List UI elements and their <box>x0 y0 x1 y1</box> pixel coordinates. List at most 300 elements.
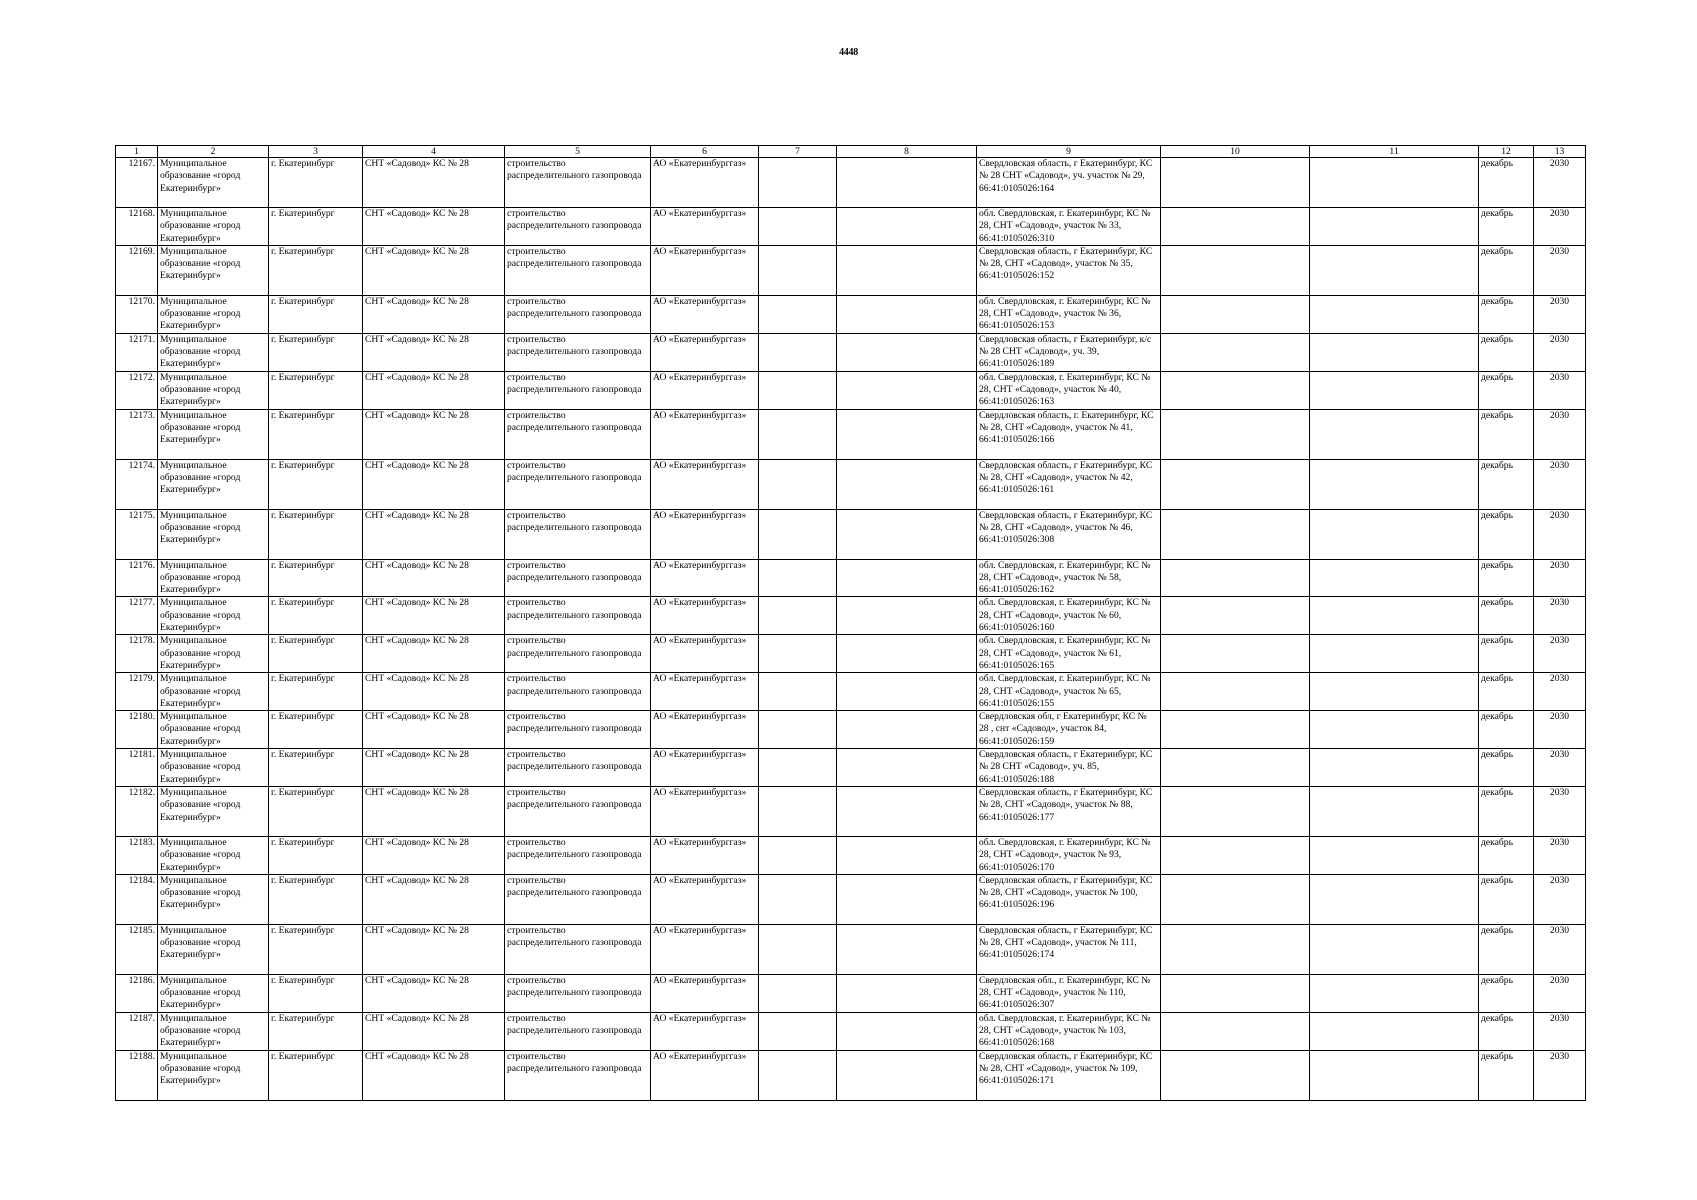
work-type-cell: строительство распределительного газопровода <box>505 459 651 509</box>
city-cell: г. Екатеринбург <box>269 295 363 333</box>
year-cell: 2030 <box>1534 924 1586 974</box>
year-cell: 2030 <box>1534 371 1586 409</box>
month-cell: декабрь <box>1479 333 1534 371</box>
address-cell: Свердловская обл., г. Екатеринбург, КС № 28, СНТ «Садовод», участок № 110, 66:41:0105026:307 <box>977 974 1161 1012</box>
work-type-cell: строительство распределительного газопровода <box>505 974 651 1012</box>
column-header: 1 <box>116 146 158 158</box>
work-type-cell: строительство распределительного газопровода <box>505 711 651 749</box>
row-number: 12178. <box>116 635 158 673</box>
table-row <box>116 371 1586 409</box>
row-number: 12175. <box>116 509 158 559</box>
empty-cell-8 <box>837 509 977 559</box>
empty-cell-7 <box>759 749 837 787</box>
empty-cell-11 <box>1310 874 1479 924</box>
table-body <box>116 158 1586 1101</box>
column-header: 3 <box>269 146 363 158</box>
address-cell: обл. Свердловская, г. Екатеринбург, КС № 28, СНТ «Садовод», участок № 58, 66:41:0105026:162 <box>977 559 1161 597</box>
year-cell: 2030 <box>1534 874 1586 924</box>
empty-cell-7 <box>759 245 837 295</box>
empty-cell-11 <box>1310 749 1479 787</box>
year-cell: 2030 <box>1534 711 1586 749</box>
year-cell: 2030 <box>1534 597 1586 635</box>
table-row <box>116 295 1586 333</box>
city-cell: г. Екатеринбург <box>269 559 363 597</box>
owner-cell: Муниципальное образование «город Екатеринбург» <box>158 295 269 333</box>
object-cell: СНТ «Садовод» КС № 28 <box>363 711 505 749</box>
work-type-cell: строительство распределительного газопровода <box>505 1050 651 1100</box>
month-cell: декабрь <box>1479 874 1534 924</box>
address-cell: обл. Свердловская, г. Екатеринбург, КС № 28, СНТ «Садовод», участок № 36, 66:41:0105026:153 <box>977 295 1161 333</box>
empty-cell-11 <box>1310 1050 1479 1100</box>
column-header: 4 <box>363 146 505 158</box>
work-type-cell: строительство распределительного газопровода <box>505 409 651 459</box>
empty-cell-11 <box>1310 1012 1479 1050</box>
empty-cell-10 <box>1161 509 1310 559</box>
year-cell: 2030 <box>1534 245 1586 295</box>
table-row <box>116 459 1586 509</box>
empty-cell-7 <box>759 409 837 459</box>
column-header: 10 <box>1161 146 1310 158</box>
row-number: 12167. <box>116 158 158 208</box>
organization-cell: АО «Екатеринбурггаз» <box>651 924 759 974</box>
empty-cell-11 <box>1310 245 1479 295</box>
year-cell: 2030 <box>1534 509 1586 559</box>
empty-cell-8 <box>837 711 977 749</box>
organization-cell: АО «Екатеринбурггаз» <box>651 836 759 874</box>
address-cell: обл. Свердловская, г. Екатеринбург, КС № 28, СНТ «Садовод», участок № 65, 66:41:0105026:155 <box>977 673 1161 711</box>
address-cell: Свердловская область, г Екатеринбург, КС № 28, СНТ «Садовод», участок № 42, 66:41:0105026:161 <box>977 459 1161 509</box>
empty-cell-11 <box>1310 459 1479 509</box>
table-row <box>116 1012 1586 1050</box>
table-row <box>116 673 1586 711</box>
city-cell: г. Екатеринбург <box>269 1050 363 1100</box>
empty-cell-7 <box>759 836 837 874</box>
row-number: 12170. <box>116 295 158 333</box>
object-cell: СНТ «Садовод» КС № 28 <box>363 749 505 787</box>
address-cell: Свердловская область, г Екатеринбург, КС № 28, СНТ «Садовод», участок № 100, 66:41:0105026:196 <box>977 874 1161 924</box>
owner-cell: Муниципальное образование «город Екатеринбург» <box>158 509 269 559</box>
empty-cell-10 <box>1161 749 1310 787</box>
owner-cell: Муниципальное образование «город Екатеринбург» <box>158 245 269 295</box>
year-cell: 2030 <box>1534 295 1586 333</box>
object-cell: СНТ «Садовод» КС № 28 <box>363 371 505 409</box>
address-cell: Свердловская область, г Екатеринбург, к/с № 28 СНТ «Садовод», уч. 39, 66:41:0105026:189 <box>977 333 1161 371</box>
empty-cell-8 <box>837 295 977 333</box>
year-cell: 2030 <box>1534 409 1586 459</box>
empty-cell-8 <box>837 635 977 673</box>
organization-cell: АО «Екатеринбурггаз» <box>651 1050 759 1100</box>
table-row <box>116 1050 1586 1100</box>
empty-cell-11 <box>1310 158 1479 208</box>
empty-cell-7 <box>759 208 837 246</box>
month-cell: декабрь <box>1479 509 1534 559</box>
city-cell: г. Екатеринбург <box>269 635 363 673</box>
empty-cell-8 <box>837 459 977 509</box>
city-cell: г. Екатеринбург <box>269 509 363 559</box>
column-header: 11 <box>1310 146 1479 158</box>
work-type-cell: строительство распределительного газопровода <box>505 245 651 295</box>
work-type-cell: строительство распределительного газопровода <box>505 836 651 874</box>
empty-cell-10 <box>1161 371 1310 409</box>
organization-cell: АО «Екатеринбурггаз» <box>651 158 759 208</box>
table-row <box>116 874 1586 924</box>
work-type-cell: строительство распределительного газопровода <box>505 158 651 208</box>
address-cell: Свердловская область, г Екатеринбург, КС № 28, СНТ «Садовод», участок № 88, 66:41:0105026:177 <box>977 786 1161 836</box>
row-number: 12182. <box>116 786 158 836</box>
object-cell: СНТ «Садовод» КС № 28 <box>363 509 505 559</box>
object-cell: СНТ «Садовод» КС № 28 <box>363 208 505 246</box>
row-number: 12168. <box>116 208 158 246</box>
month-cell: декабрь <box>1479 673 1534 711</box>
table-row <box>116 635 1586 673</box>
empty-cell-10 <box>1161 409 1310 459</box>
address-cell: Свердловская область, г Екатеринбург, КС № 28 СНТ «Садовод», уч. участок № 29, 66:41:0105026:164 <box>977 158 1161 208</box>
empty-cell-10 <box>1161 245 1310 295</box>
empty-cell-11 <box>1310 974 1479 1012</box>
owner-cell: Муниципальное образование «город Екатеринбург» <box>158 924 269 974</box>
empty-cell-8 <box>837 208 977 246</box>
address-cell: обл. Свердловская, г. Екатеринбург, КС № 28, СНТ «Садовод», участок № 103, 66:41:0105026:168 <box>977 1012 1161 1050</box>
month-cell: декабрь <box>1479 786 1534 836</box>
object-cell: СНТ «Садовод» КС № 28 <box>363 874 505 924</box>
empty-cell-10 <box>1161 1012 1310 1050</box>
organization-cell: АО «Екатеринбурггаз» <box>651 711 759 749</box>
month-cell: декабрь <box>1479 597 1534 635</box>
empty-cell-8 <box>837 371 977 409</box>
row-number: 12172. <box>116 371 158 409</box>
column-number-row <box>116 146 1586 158</box>
empty-cell-10 <box>1161 874 1310 924</box>
empty-cell-11 <box>1310 924 1479 974</box>
work-type-cell: строительство распределительного газопровода <box>505 749 651 787</box>
register-table <box>115 145 1586 1101</box>
year-cell: 2030 <box>1534 459 1586 509</box>
empty-cell-7 <box>759 333 837 371</box>
empty-cell-11 <box>1310 559 1479 597</box>
empty-cell-7 <box>759 874 837 924</box>
column-header: 2 <box>158 146 269 158</box>
organization-cell: АО «Екатеринбурггаз» <box>651 597 759 635</box>
owner-cell: Муниципальное образование «город Екатеринбург» <box>158 208 269 246</box>
address-cell: обл. Свердловская, г. Екатеринбург, КС № 28, СНТ «Садовод», участок № 40, 66:41:0105026:163 <box>977 371 1161 409</box>
object-cell: СНТ «Садовод» КС № 28 <box>363 459 505 509</box>
work-type-cell: строительство распределительного газопровода <box>505 208 651 246</box>
row-number: 12188. <box>116 1050 158 1100</box>
empty-cell-8 <box>837 749 977 787</box>
empty-cell-7 <box>759 974 837 1012</box>
empty-cell-8 <box>837 924 977 974</box>
table-row <box>116 786 1586 836</box>
address-cell: Свердловская область, г Екатеринбург, КС № 28, СНТ «Садовод», участок № 109, 66:41:0105026:171 <box>977 1050 1161 1100</box>
table-row <box>116 974 1586 1012</box>
work-type-cell: строительство распределительного газопровода <box>505 371 651 409</box>
city-cell: г. Екатеринбург <box>269 749 363 787</box>
city-cell: г. Екатеринбург <box>269 371 363 409</box>
organization-cell: АО «Екатеринбурггаз» <box>651 786 759 836</box>
empty-cell-7 <box>759 371 837 409</box>
month-cell: декабрь <box>1479 1050 1534 1100</box>
empty-cell-8 <box>837 333 977 371</box>
owner-cell: Муниципальное образование «город Екатеринбург» <box>158 711 269 749</box>
work-type-cell: строительство распределительного газопровода <box>505 559 651 597</box>
object-cell: СНТ «Садовод» КС № 28 <box>363 559 505 597</box>
row-number: 12187. <box>116 1012 158 1050</box>
row-number: 12173. <box>116 409 158 459</box>
object-cell: СНТ «Садовод» КС № 28 <box>363 924 505 974</box>
empty-cell-11 <box>1310 509 1479 559</box>
organization-cell: АО «Екатеринбурггаз» <box>651 635 759 673</box>
owner-cell: Муниципальное образование «город Екатеринбург» <box>158 559 269 597</box>
object-cell: СНТ «Садовод» КС № 28 <box>363 673 505 711</box>
owner-cell: Муниципальное образование «город Екатеринбург» <box>158 409 269 459</box>
city-cell: г. Екатеринбург <box>269 711 363 749</box>
organization-cell: АО «Екатеринбурггаз» <box>651 459 759 509</box>
empty-cell-8 <box>837 597 977 635</box>
month-cell: декабрь <box>1479 158 1534 208</box>
object-cell: СНТ «Садовод» КС № 28 <box>363 597 505 635</box>
object-cell: СНТ «Садовод» КС № 28 <box>363 158 505 208</box>
city-cell: г. Екатеринбург <box>269 836 363 874</box>
empty-cell-10 <box>1161 1050 1310 1100</box>
year-cell: 2030 <box>1534 208 1586 246</box>
empty-cell-7 <box>759 597 837 635</box>
row-number: 12184. <box>116 874 158 924</box>
city-cell: г. Екатеринбург <box>269 673 363 711</box>
object-cell: СНТ «Садовод» КС № 28 <box>363 245 505 295</box>
table-header <box>116 146 1586 158</box>
row-number: 12171. <box>116 333 158 371</box>
organization-cell: АО «Екатеринбурггаз» <box>651 673 759 711</box>
owner-cell: Муниципальное образование «город Екатеринбург» <box>158 874 269 924</box>
organization-cell: АО «Екатеринбурггаз» <box>651 874 759 924</box>
empty-cell-8 <box>837 409 977 459</box>
object-cell: СНТ «Садовод» КС № 28 <box>363 974 505 1012</box>
empty-cell-11 <box>1310 295 1479 333</box>
empty-cell-10 <box>1161 333 1310 371</box>
city-cell: г. Екатеринбург <box>269 459 363 509</box>
table-row <box>116 597 1586 635</box>
table-row <box>116 836 1586 874</box>
owner-cell: Муниципальное образование «город Екатеринбург» <box>158 459 269 509</box>
empty-cell-7 <box>759 459 837 509</box>
table-row <box>116 333 1586 371</box>
empty-cell-8 <box>837 158 977 208</box>
column-header: 12 <box>1479 146 1534 158</box>
month-cell: декабрь <box>1479 295 1534 333</box>
empty-cell-11 <box>1310 597 1479 635</box>
city-cell: г. Екатеринбург <box>269 333 363 371</box>
row-number: 12179. <box>116 673 158 711</box>
table-row <box>116 158 1586 208</box>
month-cell: декабрь <box>1479 208 1534 246</box>
table-row <box>116 409 1586 459</box>
empty-cell-10 <box>1161 673 1310 711</box>
city-cell: г. Екатеринбург <box>269 158 363 208</box>
address-cell: Свердловская область, г Екатеринбург, КС № 28, СНТ «Садовод», участок № 35, 66:41:0105026:152 <box>977 245 1161 295</box>
empty-cell-10 <box>1161 559 1310 597</box>
empty-cell-7 <box>759 924 837 974</box>
work-type-cell: строительство распределительного газопровода <box>505 874 651 924</box>
month-cell: декабрь <box>1479 836 1534 874</box>
empty-cell-7 <box>759 1012 837 1050</box>
column-header: 6 <box>651 146 759 158</box>
owner-cell: Муниципальное образование «город Екатеринбург» <box>158 635 269 673</box>
address-cell: обл. Свердловская, г. Екатеринбург, КС № 28, СНТ «Садовод», участок № 60, 66:41:0105026:160 <box>977 597 1161 635</box>
empty-cell-10 <box>1161 786 1310 836</box>
address-cell: Свердловская область, г Екатеринбург, КС № 28 СНТ «Садовод», уч. 85, 66:41:0105026:188 <box>977 749 1161 787</box>
empty-cell-8 <box>837 874 977 924</box>
empty-cell-10 <box>1161 836 1310 874</box>
month-cell: декабрь <box>1479 459 1534 509</box>
year-cell: 2030 <box>1534 1012 1586 1050</box>
work-type-cell: строительство распределительного газопровода <box>505 509 651 559</box>
year-cell: 2030 <box>1534 635 1586 673</box>
owner-cell: Муниципальное образование «город Екатеринбург» <box>158 749 269 787</box>
year-cell: 2030 <box>1534 673 1586 711</box>
object-cell: СНТ «Садовод» КС № 28 <box>363 1012 505 1050</box>
city-cell: г. Екатеринбург <box>269 974 363 1012</box>
month-cell: декабрь <box>1479 711 1534 749</box>
empty-cell-7 <box>759 635 837 673</box>
year-cell: 2030 <box>1534 786 1586 836</box>
month-cell: декабрь <box>1479 1012 1534 1050</box>
empty-cell-8 <box>837 1012 977 1050</box>
year-cell: 2030 <box>1534 559 1586 597</box>
empty-cell-8 <box>837 673 977 711</box>
empty-cell-11 <box>1310 836 1479 874</box>
year-cell: 2030 <box>1534 158 1586 208</box>
object-cell: СНТ «Садовод» КС № 28 <box>363 786 505 836</box>
empty-cell-11 <box>1310 371 1479 409</box>
empty-cell-8 <box>837 559 977 597</box>
year-cell: 2030 <box>1534 333 1586 371</box>
month-cell: декабрь <box>1479 749 1534 787</box>
object-cell: СНТ «Садовод» КС № 28 <box>363 409 505 459</box>
table-row <box>116 559 1586 597</box>
object-cell: СНТ «Садовод» КС № 28 <box>363 333 505 371</box>
empty-cell-11 <box>1310 786 1479 836</box>
row-number: 12183. <box>116 836 158 874</box>
owner-cell: Муниципальное образование «город Екатеринбург» <box>158 158 269 208</box>
work-type-cell: строительство распределительного газопровода <box>505 295 651 333</box>
owner-cell: Муниципальное образование «город Екатеринбург» <box>158 597 269 635</box>
row-number: 12185. <box>116 924 158 974</box>
row-number: 12186. <box>116 974 158 1012</box>
address-cell: обл. Свердловская, г. Екатеринбург, КС № 28, СНТ «Садовод», участок № 61, 66:41:0105026:165 <box>977 635 1161 673</box>
month-cell: декабрь <box>1479 409 1534 459</box>
city-cell: г. Екатеринбург <box>269 924 363 974</box>
address-cell: Свердловская область, г Екатеринбург, КС № 28, СНТ «Садовод», участок № 111, 66:41:0105026:174 <box>977 924 1161 974</box>
owner-cell: Муниципальное образование «город Екатеринбург» <box>158 786 269 836</box>
owner-cell: Муниципальное образование «город Екатеринбург» <box>158 974 269 1012</box>
column-header: 8 <box>837 146 977 158</box>
month-cell: декабрь <box>1479 245 1534 295</box>
city-cell: г. Екатеринбург <box>269 245 363 295</box>
address-cell: Свердловская обл, г Екатеринбург, КС № 28 , снт «Садовод», участок 84, 66:41:0105026:159 <box>977 711 1161 749</box>
work-type-cell: строительство распределительного газопровода <box>505 786 651 836</box>
empty-cell-10 <box>1161 295 1310 333</box>
row-number: 12177. <box>116 597 158 635</box>
column-header: 9 <box>977 146 1161 158</box>
empty-cell-11 <box>1310 711 1479 749</box>
organization-cell: АО «Екатеринбурггаз» <box>651 333 759 371</box>
page-number: 4448 <box>839 47 858 58</box>
owner-cell: Муниципальное образование «город Екатеринбург» <box>158 371 269 409</box>
empty-cell-11 <box>1310 333 1479 371</box>
year-cell: 2030 <box>1534 836 1586 874</box>
owner-cell: Муниципальное образование «город Екатеринбург» <box>158 1050 269 1100</box>
empty-cell-7 <box>759 559 837 597</box>
table-row <box>116 509 1586 559</box>
empty-cell-10 <box>1161 711 1310 749</box>
table-row <box>116 924 1586 974</box>
organization-cell: АО «Екатеринбурггаз» <box>651 208 759 246</box>
year-cell: 2030 <box>1534 974 1586 1012</box>
object-cell: СНТ «Садовод» КС № 28 <box>363 295 505 333</box>
organization-cell: АО «Екатеринбурггаз» <box>651 371 759 409</box>
empty-cell-10 <box>1161 597 1310 635</box>
column-header: 5 <box>505 146 651 158</box>
empty-cell-8 <box>837 1050 977 1100</box>
empty-cell-8 <box>837 836 977 874</box>
month-cell: декабрь <box>1479 371 1534 409</box>
month-cell: декабрь <box>1479 924 1534 974</box>
address-cell: Свердловская область, г Екатеринбург, КС № 28, СНТ «Садовод», участок № 46, 66:41:0105026:308 <box>977 509 1161 559</box>
owner-cell: Муниципальное образование «город Екатеринбург» <box>158 673 269 711</box>
empty-cell-8 <box>837 245 977 295</box>
table-row <box>116 245 1586 295</box>
column-header: 7 <box>759 146 837 158</box>
year-cell: 2030 <box>1534 749 1586 787</box>
empty-cell-7 <box>759 1050 837 1100</box>
empty-cell-7 <box>759 295 837 333</box>
month-cell: декабрь <box>1479 559 1534 597</box>
organization-cell: АО «Екатеринбурггаз» <box>651 1012 759 1050</box>
row-number: 12181. <box>116 749 158 787</box>
city-cell: г. Екатеринбург <box>269 874 363 924</box>
owner-cell: Муниципальное образование «город Екатеринбург» <box>158 836 269 874</box>
owner-cell: Муниципальное образование «город Екатеринбург» <box>158 1012 269 1050</box>
empty-cell-11 <box>1310 409 1479 459</box>
address-cell: обл. Свердловская, г. Екатеринбург, КС № 28, СНТ «Садовод», участок № 33, 66:41:0105026:310 <box>977 208 1161 246</box>
work-type-cell: строительство распределительного газопровода <box>505 635 651 673</box>
object-cell: СНТ «Садовод» КС № 28 <box>363 836 505 874</box>
row-number: 12174. <box>116 459 158 509</box>
city-cell: г. Екатеринбург <box>269 1012 363 1050</box>
work-type-cell: строительство распределительного газопровода <box>505 673 651 711</box>
work-type-cell: строительство распределительного газопровода <box>505 597 651 635</box>
city-cell: г. Екатеринбург <box>269 409 363 459</box>
city-cell: г. Екатеринбург <box>269 208 363 246</box>
organization-cell: АО «Екатеринбурггаз» <box>651 974 759 1012</box>
table-row <box>116 749 1586 787</box>
organization-cell: АО «Екатеринбурггаз» <box>651 409 759 459</box>
row-number: 12169. <box>116 245 158 295</box>
empty-cell-7 <box>759 509 837 559</box>
object-cell: СНТ «Садовод» КС № 28 <box>363 1050 505 1100</box>
year-cell: 2030 <box>1534 1050 1586 1100</box>
month-cell: декабрь <box>1479 635 1534 673</box>
empty-cell-10 <box>1161 208 1310 246</box>
work-type-cell: строительство распределительного газопровода <box>505 333 651 371</box>
organization-cell: АО «Екатеринбурггаз» <box>651 509 759 559</box>
empty-cell-10 <box>1161 924 1310 974</box>
city-cell: г. Екатеринбург <box>269 786 363 836</box>
owner-cell: Муниципальное образование «город Екатеринбург» <box>158 333 269 371</box>
empty-cell-8 <box>837 786 977 836</box>
empty-cell-7 <box>759 786 837 836</box>
organization-cell: АО «Екатеринбурггаз» <box>651 245 759 295</box>
